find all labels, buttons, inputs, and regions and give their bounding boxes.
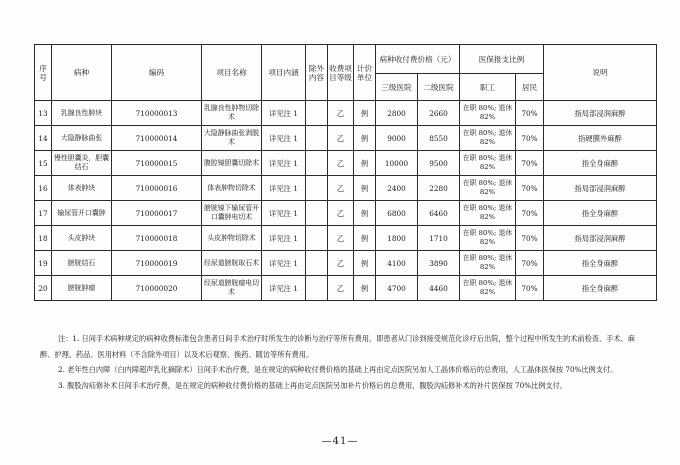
cell-tier3: 6800 xyxy=(376,201,418,226)
cell-tier2: 2280 xyxy=(418,176,460,201)
cell-content: 详见注 1 xyxy=(262,201,306,226)
cell-disease: 膀胱肿瘤 xyxy=(52,276,112,301)
cell-level: 乙 xyxy=(328,201,354,226)
cell-tier2: 9500 xyxy=(418,151,460,176)
cell-remark: 指局部浸润麻醉 xyxy=(544,176,657,201)
cell-employee: 在职 80%; 退休 82% xyxy=(460,251,516,276)
note-1: 注：1. 日间手术病种规定的病种收费标准包含患者日间手术治疗时所发生的诊断与治疗等所有费用，即患者从门诊到接受规范化诊疗后出院，整个过程中所发生的术前检查、手术、麻醉、护理、药品、医用材料（不含除外项目）以及术后观察、换药、随访等所有费用。 xyxy=(40,334,635,359)
cell-exclusions xyxy=(306,226,328,251)
cell-resident: 70% xyxy=(516,251,544,276)
cell-disease: 头皮肿块 xyxy=(52,226,112,251)
cell-employee: 在职 80%; 退休 82% xyxy=(460,226,516,251)
cell-unit: 例 xyxy=(354,101,376,126)
cell-content: 详见注 1 xyxy=(262,276,306,301)
cell-disease: 乳腺良性肿块 xyxy=(52,101,112,126)
cell-tier3: 4700 xyxy=(376,276,418,301)
cell-remark: 指局部浸润麻醉 xyxy=(544,101,657,126)
cell-tier2: 1710 xyxy=(418,226,460,251)
cell-item-name: 经尿道膀胱瘤电切术 xyxy=(202,276,262,301)
header-item-name: 项目名称 xyxy=(202,45,262,101)
cell-content: 详见注 1 xyxy=(262,126,306,151)
cell-unit: 例 xyxy=(354,126,376,151)
cell-remark: 指全身麻醉 xyxy=(544,276,657,301)
cell-tier2: 4460 xyxy=(418,276,460,301)
table-row xyxy=(35,151,657,176)
cell-employee: 在职 80%; 退休 82% xyxy=(460,101,516,126)
cell-tier2: 3890 xyxy=(418,251,460,276)
cell-exclusions xyxy=(306,276,328,301)
cell-tier2: 8550 xyxy=(418,126,460,151)
cell-code: 710000019 xyxy=(112,251,202,276)
cell-resident: 70% xyxy=(516,151,544,176)
cell-seq: 19 xyxy=(35,251,52,276)
header-remarks: 说明 xyxy=(544,45,657,101)
cell-item-name: 腹腔镜胆囊切除术 xyxy=(202,151,262,176)
cell-seq: 18 xyxy=(35,226,52,251)
note-2: 2. 老年性白内障（白内障超声乳化摘除术）日间手术治疗费，是在规定的病种收付费价格的基础上再由定点医院另加人工晶体价格后的总费用，人工晶体医保按 70%比例支付。 xyxy=(58,365,618,374)
cell-tier3: 10000 xyxy=(376,151,418,176)
cell-level: 乙 xyxy=(328,176,354,201)
table-row xyxy=(35,126,657,151)
cell-tier3: 9000 xyxy=(376,126,418,151)
table-row xyxy=(35,176,657,201)
cell-exclusions xyxy=(306,101,328,126)
cell-remark: 指全身麻醉 xyxy=(544,251,657,276)
notes-section xyxy=(40,331,640,393)
cell-level: 乙 xyxy=(328,101,354,126)
cell-code: 710000015 xyxy=(112,151,202,176)
header-tier2: 二级医院 xyxy=(418,74,460,101)
cell-remark: 指全身麻醉 xyxy=(544,151,657,176)
cell-tier3: 2800 xyxy=(376,101,418,126)
header-unit: 计价单位 xyxy=(354,45,376,101)
cell-tier2: 6460 xyxy=(418,201,460,226)
header-fee-level: 收费项目等级 xyxy=(328,45,354,101)
cell-unit: 例 xyxy=(354,251,376,276)
cell-seq: 17 xyxy=(35,201,52,226)
note-3: 3. 腹股沟疝修补术日间手术治疗费，是在规定的病种收付费价格的基础上再由定点医院另加补片价格后的总费用，腹股沟疝修补术的补片医保按 70%比例支付。 xyxy=(58,380,567,390)
table-row xyxy=(35,251,657,276)
header-tier3: 三级医院 xyxy=(376,74,418,101)
cell-disease: 大隐静脉曲张 xyxy=(52,126,112,151)
cell-unit: 例 xyxy=(354,176,376,201)
cell-unit: 例 xyxy=(354,201,376,226)
cell-exclusions xyxy=(306,251,328,276)
cell-employee: 在职 80%; 退休 82% xyxy=(460,276,516,301)
header-exclusions: 除外内容 xyxy=(306,45,328,101)
header-employee: 职工 xyxy=(460,74,516,101)
fee-table xyxy=(34,44,657,301)
table-row xyxy=(35,276,657,301)
cell-seq: 20 xyxy=(35,276,52,301)
header-seq: 序号 xyxy=(35,45,52,101)
cell-level: 乙 xyxy=(328,276,354,301)
header-code: 编码 xyxy=(112,45,202,101)
cell-resident: 70% xyxy=(516,226,544,251)
cell-level: 乙 xyxy=(328,126,354,151)
cell-resident: 70% xyxy=(516,101,544,126)
cell-item-name: 膀胱镜下输尿管开口囊肿电切术 xyxy=(202,201,262,226)
cell-unit: 例 xyxy=(354,276,376,301)
cell-code: 710000020 xyxy=(112,276,202,301)
cell-tier3: 2400 xyxy=(376,176,418,201)
cell-level: 乙 xyxy=(328,151,354,176)
cell-remark: 指全身麻醉 xyxy=(544,201,657,226)
cell-resident: 70% xyxy=(516,201,544,226)
header-price-group: 病种收付费价格（元） xyxy=(376,45,460,74)
cell-level: 乙 xyxy=(328,226,354,251)
cell-employee: 在职 80%; 退休 82% xyxy=(460,176,516,201)
cell-unit: 例 xyxy=(354,151,376,176)
cell-resident: 70% xyxy=(516,176,544,201)
cell-item-name: 头皮肿物切除术 xyxy=(202,226,262,251)
cell-code: 710000018 xyxy=(112,226,202,251)
cell-seq: 16 xyxy=(35,176,52,201)
cell-disease: 慢性胆囊炎，胆囊结石 xyxy=(52,151,112,176)
header-insurance-group: 医保报支比例 xyxy=(460,45,544,74)
cell-remark: 指硬膜外麻醉 xyxy=(544,126,657,151)
cell-code: 710000016 xyxy=(112,176,202,201)
cell-disease: 体表肿块 xyxy=(52,176,112,201)
table-row xyxy=(35,101,657,126)
cell-employee: 在职 80%; 退休 82% xyxy=(460,201,516,226)
cell-tier3: 4100 xyxy=(376,251,418,276)
cell-disease: 输尿管开口囊肿 xyxy=(52,201,112,226)
cell-seq: 14 xyxy=(35,126,52,151)
table-row xyxy=(35,201,657,226)
cell-content: 详见注 1 xyxy=(262,151,306,176)
cell-code: 710000014 xyxy=(112,126,202,151)
page-number: —41— xyxy=(321,436,359,447)
cell-disease: 膀胱结石 xyxy=(52,251,112,276)
cell-code: 710000017 xyxy=(112,201,202,226)
cell-code: 710000013 xyxy=(112,101,202,126)
table-row xyxy=(35,226,657,251)
cell-tier2: 2660 xyxy=(418,101,460,126)
cell-level: 乙 xyxy=(328,251,354,276)
header-item-content: 项目内涵 xyxy=(262,45,306,101)
cell-exclusions xyxy=(306,151,328,176)
cell-content: 详见注 1 xyxy=(262,101,306,126)
cell-seq: 13 xyxy=(35,101,52,126)
cell-remark: 指局部浸润麻醉 xyxy=(544,226,657,251)
cell-item-name: 经尿道膀胱取石术 xyxy=(202,251,262,276)
cell-unit: 例 xyxy=(354,226,376,251)
header-disease: 病种 xyxy=(52,45,112,101)
cell-item-name: 乳腺良性肿物切除术 xyxy=(202,101,262,126)
cell-employee: 在职 80%; 退休 82% xyxy=(460,151,516,176)
cell-tier3: 1800 xyxy=(376,226,418,251)
cell-content: 详见注 1 xyxy=(262,226,306,251)
cell-item-name: 大隐静脉曲张剥脱术 xyxy=(202,126,262,151)
header-resident: 居民 xyxy=(516,74,544,101)
cell-content: 详见注 1 xyxy=(262,251,306,276)
cell-employee: 在职 80%; 退休 82% xyxy=(460,126,516,151)
cell-seq: 15 xyxy=(35,151,52,176)
cell-exclusions xyxy=(306,176,328,201)
cell-exclusions xyxy=(306,201,328,226)
cell-resident: 70% xyxy=(516,276,544,301)
cell-exclusions xyxy=(306,126,328,151)
cell-content: 详见注 1 xyxy=(262,176,306,201)
cell-item-name: 体表肿物切除术 xyxy=(202,176,262,201)
cell-resident: 70% xyxy=(516,126,544,151)
